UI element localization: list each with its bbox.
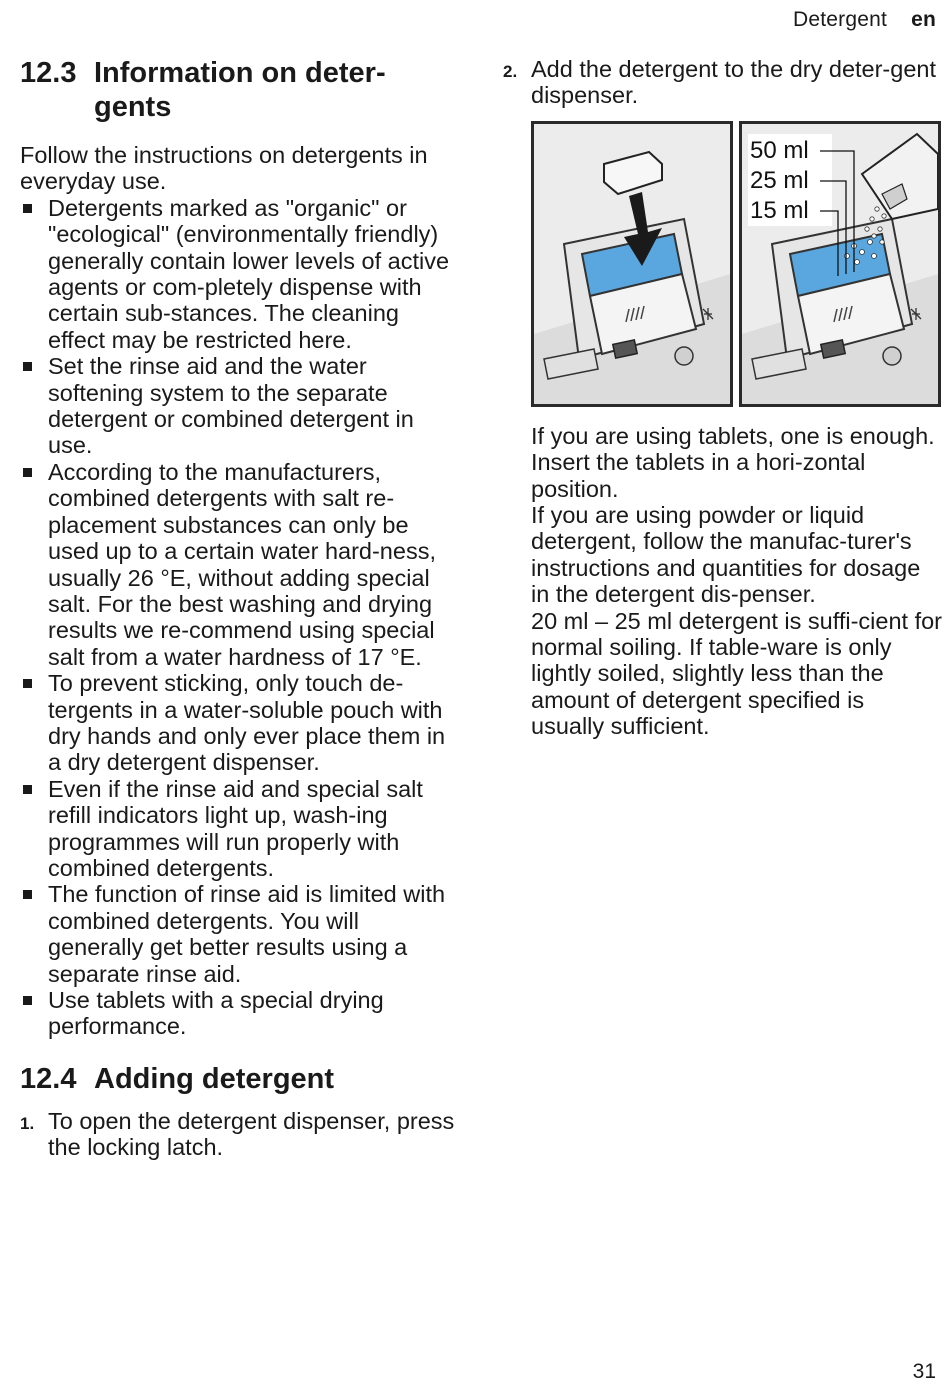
info-bullet-list: [20, 195, 460, 1040]
page-header: [793, 8, 936, 32]
header-section: Detergent: [793, 8, 888, 31]
step-text: To open the detergent dispenser, press the locking latch.: [48, 1107, 455, 1161]
amount-paragraph: 20 ml – 25 ml detergent is suffi-cient for normal soiling. If table-ware is only lightly soiled, slightly less than the amount of detergent specified is usually sufficient.: [531, 607, 943, 740]
detergent-dispenser-figure: [531, 121, 943, 407]
ml-label-50: 50 ml: [750, 136, 809, 164]
section-number: 12.4: [20, 1062, 77, 1095]
bullet-item: The function of rinse aid is limited with combined detergents. You will generally get better results using a separate rinse aid.: [20, 881, 460, 987]
tablet-panel: [531, 121, 733, 407]
left-column: [20, 56, 460, 1161]
step-number: 2.: [503, 62, 518, 81]
bullet-item: Set the rinse aid and the water softening system to the separate detergent or combined detergent in use.: [20, 353, 460, 459]
step-text: Add the detergent to the dry deter-gent dispenser.: [531, 56, 936, 109]
title-line-2: gents: [94, 91, 172, 123]
bullet-item: Detergents marked as "organic" or "ecological" (environmentally friendly) generally contain lower levels of active agents or com-pletely dispense with certain sub-stances. The cleaning effect may be restricted here.: [20, 195, 460, 353]
tablet-illustration: [534, 124, 730, 404]
section-12-4-title: [20, 1062, 460, 1096]
bullet-item: According to the manufacturers, combined detergents with salt re-placement substances can only be used up to a certain water hard-ness, usually 26 °E, without adding special salt. For the best washing and drying results we re-commend using special salt from a water hardness of 17 °E.: [20, 459, 460, 670]
page-number: 31: [912, 1360, 936, 1383]
powder-illustration: [742, 124, 938, 404]
step-item: [503, 56, 943, 109]
section-number: 12.3: [20, 57, 77, 89]
header-language: en: [911, 8, 936, 31]
section-title-text: Adding detergent: [94, 1062, 335, 1095]
bullet-item: To prevent sticking, only touch de-tergents in a water-soluble pouch with dry hands and only ever place them in a dry detergent dispenser.: [20, 670, 460, 776]
tablet-paragraph: If you are using tablets, one is enough. Insert the tablets in a hori-zontal position.: [531, 422, 935, 502]
right-column: [503, 56, 943, 740]
bullet-item: Use tablets with a special drying performance.: [20, 987, 460, 1040]
dosage-instructions: [503, 423, 943, 740]
step-number: 1.: [20, 1113, 35, 1133]
ml-label-15: 15 ml: [750, 196, 809, 224]
section-12-3-title: [20, 56, 460, 124]
title-line-1: Information on deter-: [94, 57, 386, 89]
ml-label-25: 25 ml: [750, 166, 809, 194]
step-list: [20, 1108, 460, 1161]
bullet-item: Even if the rinse aid and special salt refill indicators light up, wash-ing programmes will run properly with combined detergents.: [20, 776, 460, 882]
intro-paragraph: Follow the instructions on detergents in everyday use.: [20, 142, 428, 195]
powder-panel: [739, 121, 941, 407]
step-item: [20, 1108, 460, 1161]
section-title-text: [94, 56, 460, 124]
powder-paragraph: If you are using powder or liquid detergent, follow the manufac-turer's instructions and quantities for dosage in the detergent dis-penser.: [531, 502, 921, 608]
step-list: [503, 56, 943, 109]
